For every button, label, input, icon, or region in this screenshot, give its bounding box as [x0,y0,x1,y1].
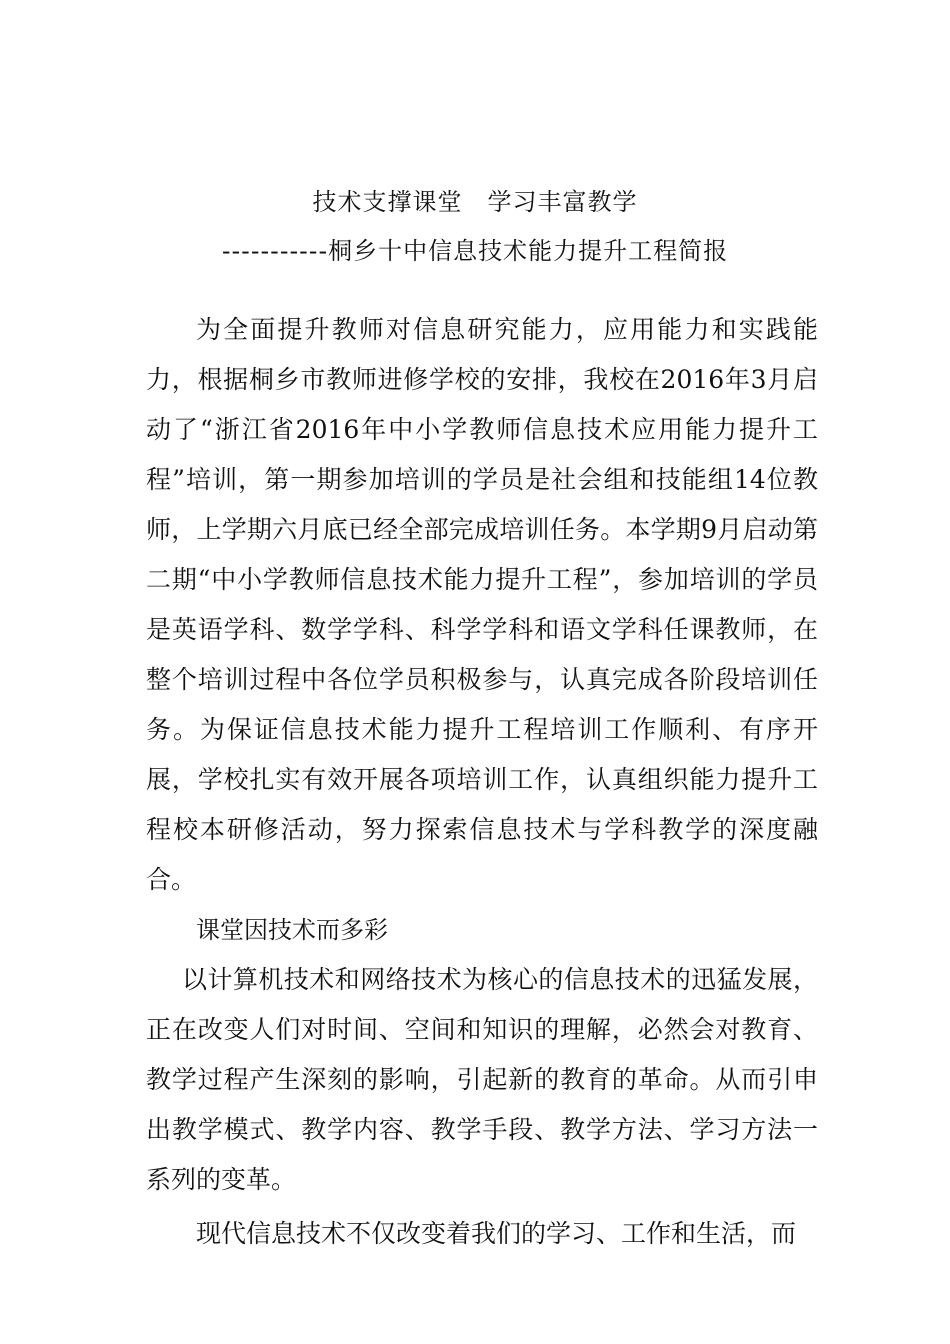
section-heading: 课堂因技术而多彩 [196,916,388,944]
intro-paragraph: 为全面提升教师对信息研究能力，应用能力和实践能力，根据桐乡市教师进修学校的安排，我校在2016年3月启动了“浙江省2016年中小学教师信息技术应用能力提升工程”培训，第一期参加培训的学员是社会组和技能组14位教师，上学期六月底已经全部完成培训任务。本学期9月启动第二期“中小学教师信息技术能力提升工程”，参加培训的学员是英语学科、数学学科、科学学科和语文学科任课教师，在整个培训过程中各位学员积极参与，认真完成各阶段培训任务。为保证信息技术能力提升工程培训工作顺利、有序开展，学校扎实有效开展各项培训工作，认真组织能力提升工程校本研修活动，努力探索信息技术与学科教学的深度融合。 [146,315,818,894]
document-title: 技术支撑课堂 学习丰富教学 [312,188,638,216]
section-paragraph-2: 现代信息技术不仅改变着我们的学习、工作和生活，而 [196,1219,797,1248]
document-body [146,305,818,1259]
document-subtitle: -----------桐乡十中信息技术能力提升工程简报 [221,237,729,265]
section-paragraph-1: 以计算机技术和网络技术为核心的信息技术的迅猛发展，正在改变人们对时间、空间和知识的理解，必然会对教育、教学过程产生深刻的影响，引起新的教育的革命。从而引申出教学模式、教学内容、教学手段、教学方法、学习方法一系列的变革。 [146,965,818,1194]
